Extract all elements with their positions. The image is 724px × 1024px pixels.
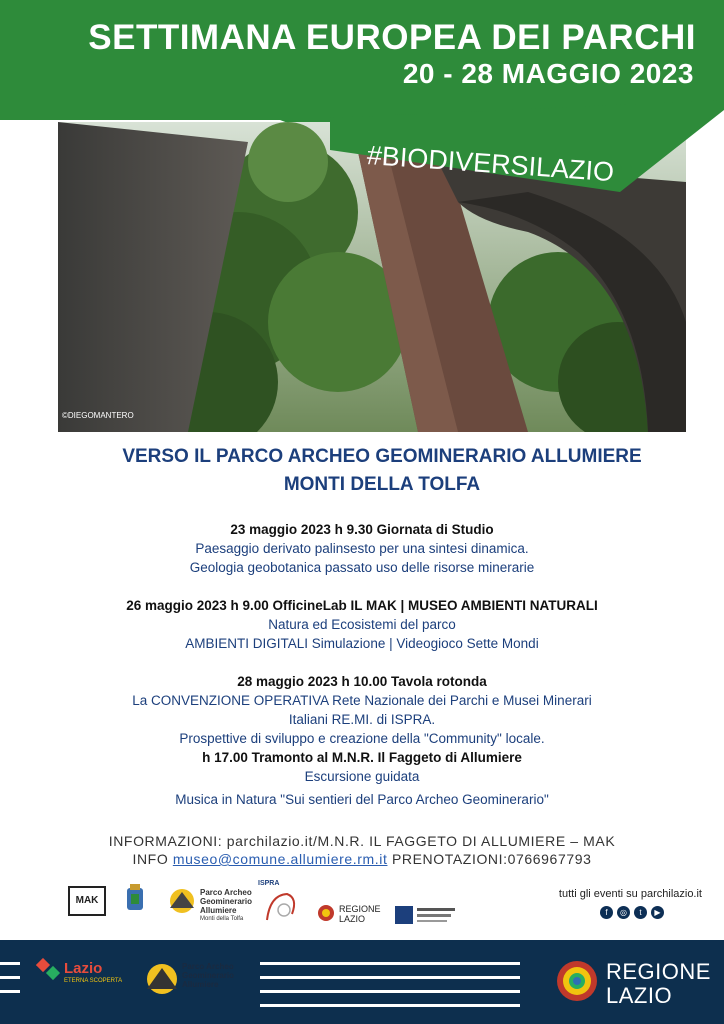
event-3-date: 28 maggio 2023 h 10.00 Tavola rotonda xyxy=(237,674,487,689)
facebook-icon[interactable]: f xyxy=(600,906,613,919)
footer-parco-text: Parco Archeo Geominerario Allumiere xyxy=(182,962,235,989)
event-dates: 20 - 28 MAGGIO 2023 xyxy=(402,58,694,89)
event-3-line-2: Italiani RE.MI. di ISPRA. xyxy=(288,712,436,727)
social-caption: tutti gli eventi su parchilazio.it xyxy=(558,888,702,900)
heading-line-2: MONTI DELLA TOLFA xyxy=(283,474,481,495)
event-3-line-1: La CONVENZIONE OPERATIVA Rete Nazionale dei Parchi e Musei Minerari xyxy=(132,693,592,708)
comune-crest-icon xyxy=(124,882,146,918)
event-1-date: 23 maggio 2023 h 9.30 Giornata di Studio xyxy=(230,522,494,537)
event-block-3 xyxy=(0,672,724,809)
email-link[interactable]: museo@comune.allumiere.rm.it xyxy=(172,851,388,867)
regione-lazio-emblem-icon xyxy=(556,960,598,1002)
booking-phone: PRENOTAZIONI:0766967793 xyxy=(391,851,592,867)
twitter-icon[interactable]: t xyxy=(634,906,647,919)
regione-lazio-small-icon xyxy=(317,904,335,922)
mak-logo: MAK xyxy=(68,886,106,916)
parco-logo-icon xyxy=(168,888,196,914)
event-1-line-1: Paesaggio derivato palinsesto per una sintesi dinamica. xyxy=(195,541,529,556)
social-icons xyxy=(600,906,664,919)
info-line-2 xyxy=(0,850,724,868)
footer-line xyxy=(260,962,520,965)
event-block-2 xyxy=(0,596,724,653)
footer-parco-icon xyxy=(144,962,180,996)
lazio-brand-text: Lazio xyxy=(64,960,103,977)
hashtag: #BIODIVERSILAZIO xyxy=(365,140,615,188)
regione-lazio-small-text: REGIONE LAZIO xyxy=(339,904,381,924)
event-2-line-1: Natura ed Ecosistemi del parco xyxy=(268,617,456,632)
lazio-brand-icon xyxy=(36,958,62,986)
footer-line xyxy=(0,976,20,979)
info-line-1: INFORMAZIONI: parchilazio.it/M.N.R. IL FAGGETO DI ALLUMIERE – MAK xyxy=(108,833,616,849)
ispra-logo: ISPRA xyxy=(258,880,280,887)
ministero-logo-icon xyxy=(395,904,457,926)
event-3-line-3: Prospettive di sviluppo e creazione della "Community" locale. xyxy=(179,731,545,746)
info-prefix: INFO xyxy=(132,851,169,867)
event-2-line-2: AMBIENTI DIGITALI Simulazione | Videogioco Sette Mondi xyxy=(185,636,539,651)
photo-credit: ©DIEGOMANTERO xyxy=(62,411,134,420)
event-1-line-2: Geologia geobotanica passato uso delle risorse minerarie xyxy=(189,560,535,575)
footer-line xyxy=(260,990,520,993)
instagram-icon[interactable]: ◎ xyxy=(617,906,630,919)
regione-lazio-footer-text: REGIONE LAZIO xyxy=(606,959,711,1008)
parco-logo-text: Parco Archeo Geominerario Allumiere Monti della Tolfa xyxy=(200,888,253,922)
event-3-line-4: h 17.00 Tramonto al M.N.R. Il Faggeto di Allumiere xyxy=(202,750,522,765)
footer-line xyxy=(260,976,520,979)
remi-logo-icon xyxy=(262,890,302,924)
footer-line xyxy=(260,1004,520,1007)
footer-line xyxy=(0,962,20,965)
youtube-icon[interactable]: ▶ xyxy=(651,906,664,919)
event-3-line-5: Escursione guidata xyxy=(304,769,420,784)
event-2-date: 26 maggio 2023 h 9.00 OfficineLab IL MAK | MUSEO AMBIENTI NATURALI xyxy=(126,598,598,613)
lazio-brand-sub: ETERNA SCOPERTA xyxy=(64,978,123,984)
event-block-1 xyxy=(0,520,724,577)
footer-line xyxy=(0,990,20,993)
event-title: SETTIMANA EUROPEA DEI PARCHI xyxy=(88,18,696,57)
event-3-line-6: Musica in Natura "Sui sentieri del Parco Archeo Geominerario" xyxy=(175,792,549,807)
heading-line-1: VERSO IL PARCO ARCHEO GEOMINERARIO ALLUMIERE xyxy=(122,446,642,467)
